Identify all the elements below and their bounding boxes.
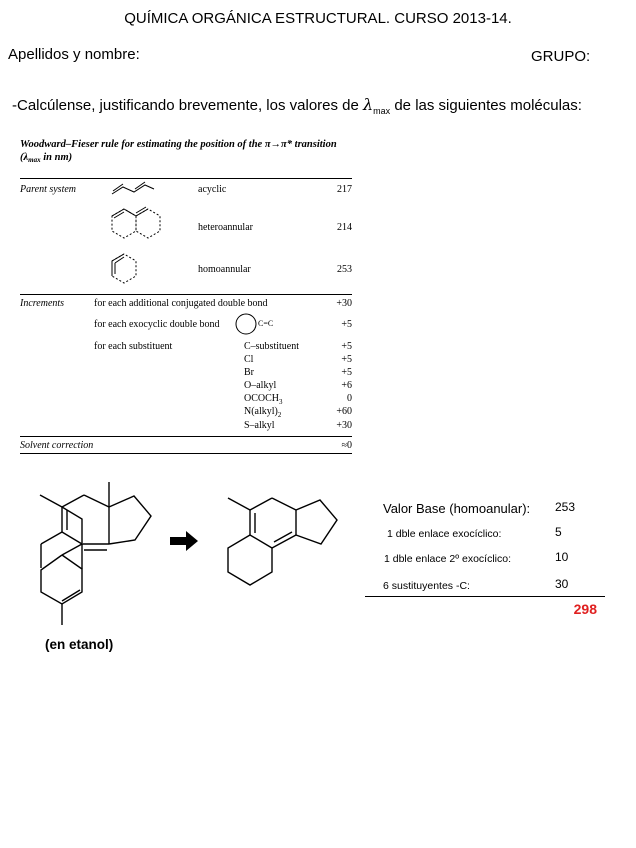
substituent-oalkyl-value: +6 xyxy=(341,380,352,391)
parent-heteroannular: heteroannular xyxy=(198,222,253,233)
solvent-note: (en etanol) xyxy=(45,637,114,652)
instruction-prefix: -Calcúlense, justificando brevemente, los valores de xyxy=(12,97,364,114)
solvent-correction-label: Solvent correction xyxy=(20,440,94,451)
table-title-sub: max xyxy=(28,156,41,164)
substituent-nalkyl-sub: 2 xyxy=(277,411,282,419)
parent-acyclic: acyclic xyxy=(198,184,227,195)
reactant-molecule xyxy=(40,482,151,625)
table-rule-top xyxy=(20,178,352,179)
calc-base-value: 253 xyxy=(555,500,576,514)
calc-total: 298 xyxy=(573,601,597,617)
increment-substituent: for each substituent xyxy=(94,341,173,352)
calc-exocyclic2-value: 10 xyxy=(555,550,569,564)
table-title xyxy=(20,138,352,167)
parent-acyclic-value: 217 xyxy=(337,184,352,195)
name-label: Apellidos y nombre: xyxy=(8,46,140,63)
calc-substituents-label: 6 sustituyentes -C: xyxy=(383,580,470,592)
increment-conjugated: for each additional conjugated double bond xyxy=(94,298,268,309)
product-molecule xyxy=(228,498,337,585)
calc-exocyclic2-label: 1 dble enlace 2º exocíclico: xyxy=(384,553,511,565)
substituent-nalkyl xyxy=(244,406,281,419)
table-title-line1: Woodward–Fieser rule for estimating the position of the π→π* transition xyxy=(20,139,337,150)
substituent-salkyl-value: +30 xyxy=(336,420,352,431)
group-label: GRUPO: xyxy=(531,48,591,65)
calc-base-label: Valor Base (homoanular): xyxy=(383,501,531,516)
table-rule-bottom xyxy=(20,453,352,454)
substituent-ococh3-sub: 3 xyxy=(279,398,283,406)
exocyclic-ring-icon xyxy=(234,312,260,336)
solvent-correction-value: ≈0 xyxy=(341,440,352,451)
reaction-scheme xyxy=(0,470,360,630)
table-rule-increments xyxy=(20,294,352,295)
lambda-symbol: λ xyxy=(363,95,374,114)
substituent-ococh3-value: 0 xyxy=(347,393,352,404)
parent-homoannular: homoannular xyxy=(198,264,251,275)
substituent-salkyl: S–alkyl xyxy=(244,420,275,431)
substituent-ococh3-text: OCOCH xyxy=(244,393,280,404)
sum-line xyxy=(365,596,605,597)
calc-exocyclic-label: 1 dble enlace exocíclico: xyxy=(387,528,502,540)
exocyclic-tag: C=C xyxy=(258,319,274,328)
substituent-nalkyl-text: N(alkyl) xyxy=(244,406,278,417)
lambda-subscript: max xyxy=(373,106,391,116)
instruction-suffix: de las siguientes moléculas: xyxy=(390,97,582,114)
substituent-cl: Cl xyxy=(244,354,254,365)
parent-heteroannular-value: 214 xyxy=(337,222,352,233)
page-title: QUÍMICA ORGÁNICA ESTRUCTURAL. CURSO 2013-14. xyxy=(124,10,512,27)
heteroannular-diene-icon xyxy=(108,204,172,244)
table-rule-solvent xyxy=(20,436,352,437)
substituent-br-value: +5 xyxy=(341,367,352,378)
table-title-end: in nm) xyxy=(40,152,73,163)
reaction-arrow xyxy=(170,531,198,551)
substituent-br: Br xyxy=(244,367,254,378)
increments-label: Increments xyxy=(20,298,65,309)
increment-conjugated-value: +30 xyxy=(336,298,352,309)
substituent-c: C–substituent xyxy=(244,341,300,352)
homoannular-diene-icon xyxy=(108,250,144,288)
substituent-cl-value: +5 xyxy=(341,354,352,365)
substituent-oalkyl: O–alkyl xyxy=(244,380,277,391)
woodward-fieser-table xyxy=(20,138,352,458)
calc-substituents-value: 30 xyxy=(555,577,569,591)
substituent-c-value: +5 xyxy=(341,341,352,352)
substituent-nalkyl-value: +60 xyxy=(336,406,352,417)
parent-system-label: Parent system xyxy=(20,184,77,195)
increment-exocyclic: for each exocyclic double bond xyxy=(94,319,220,330)
parent-homoannular-value: 253 xyxy=(337,264,352,275)
table-title-lambda: (λ xyxy=(20,152,29,163)
acyclic-diene-icon xyxy=(110,180,156,196)
instruction-text xyxy=(12,95,582,116)
increment-exocyclic-value: +5 xyxy=(341,319,352,330)
substituent-ococh3 xyxy=(244,393,283,406)
calc-exocyclic-value: 5 xyxy=(555,525,562,539)
